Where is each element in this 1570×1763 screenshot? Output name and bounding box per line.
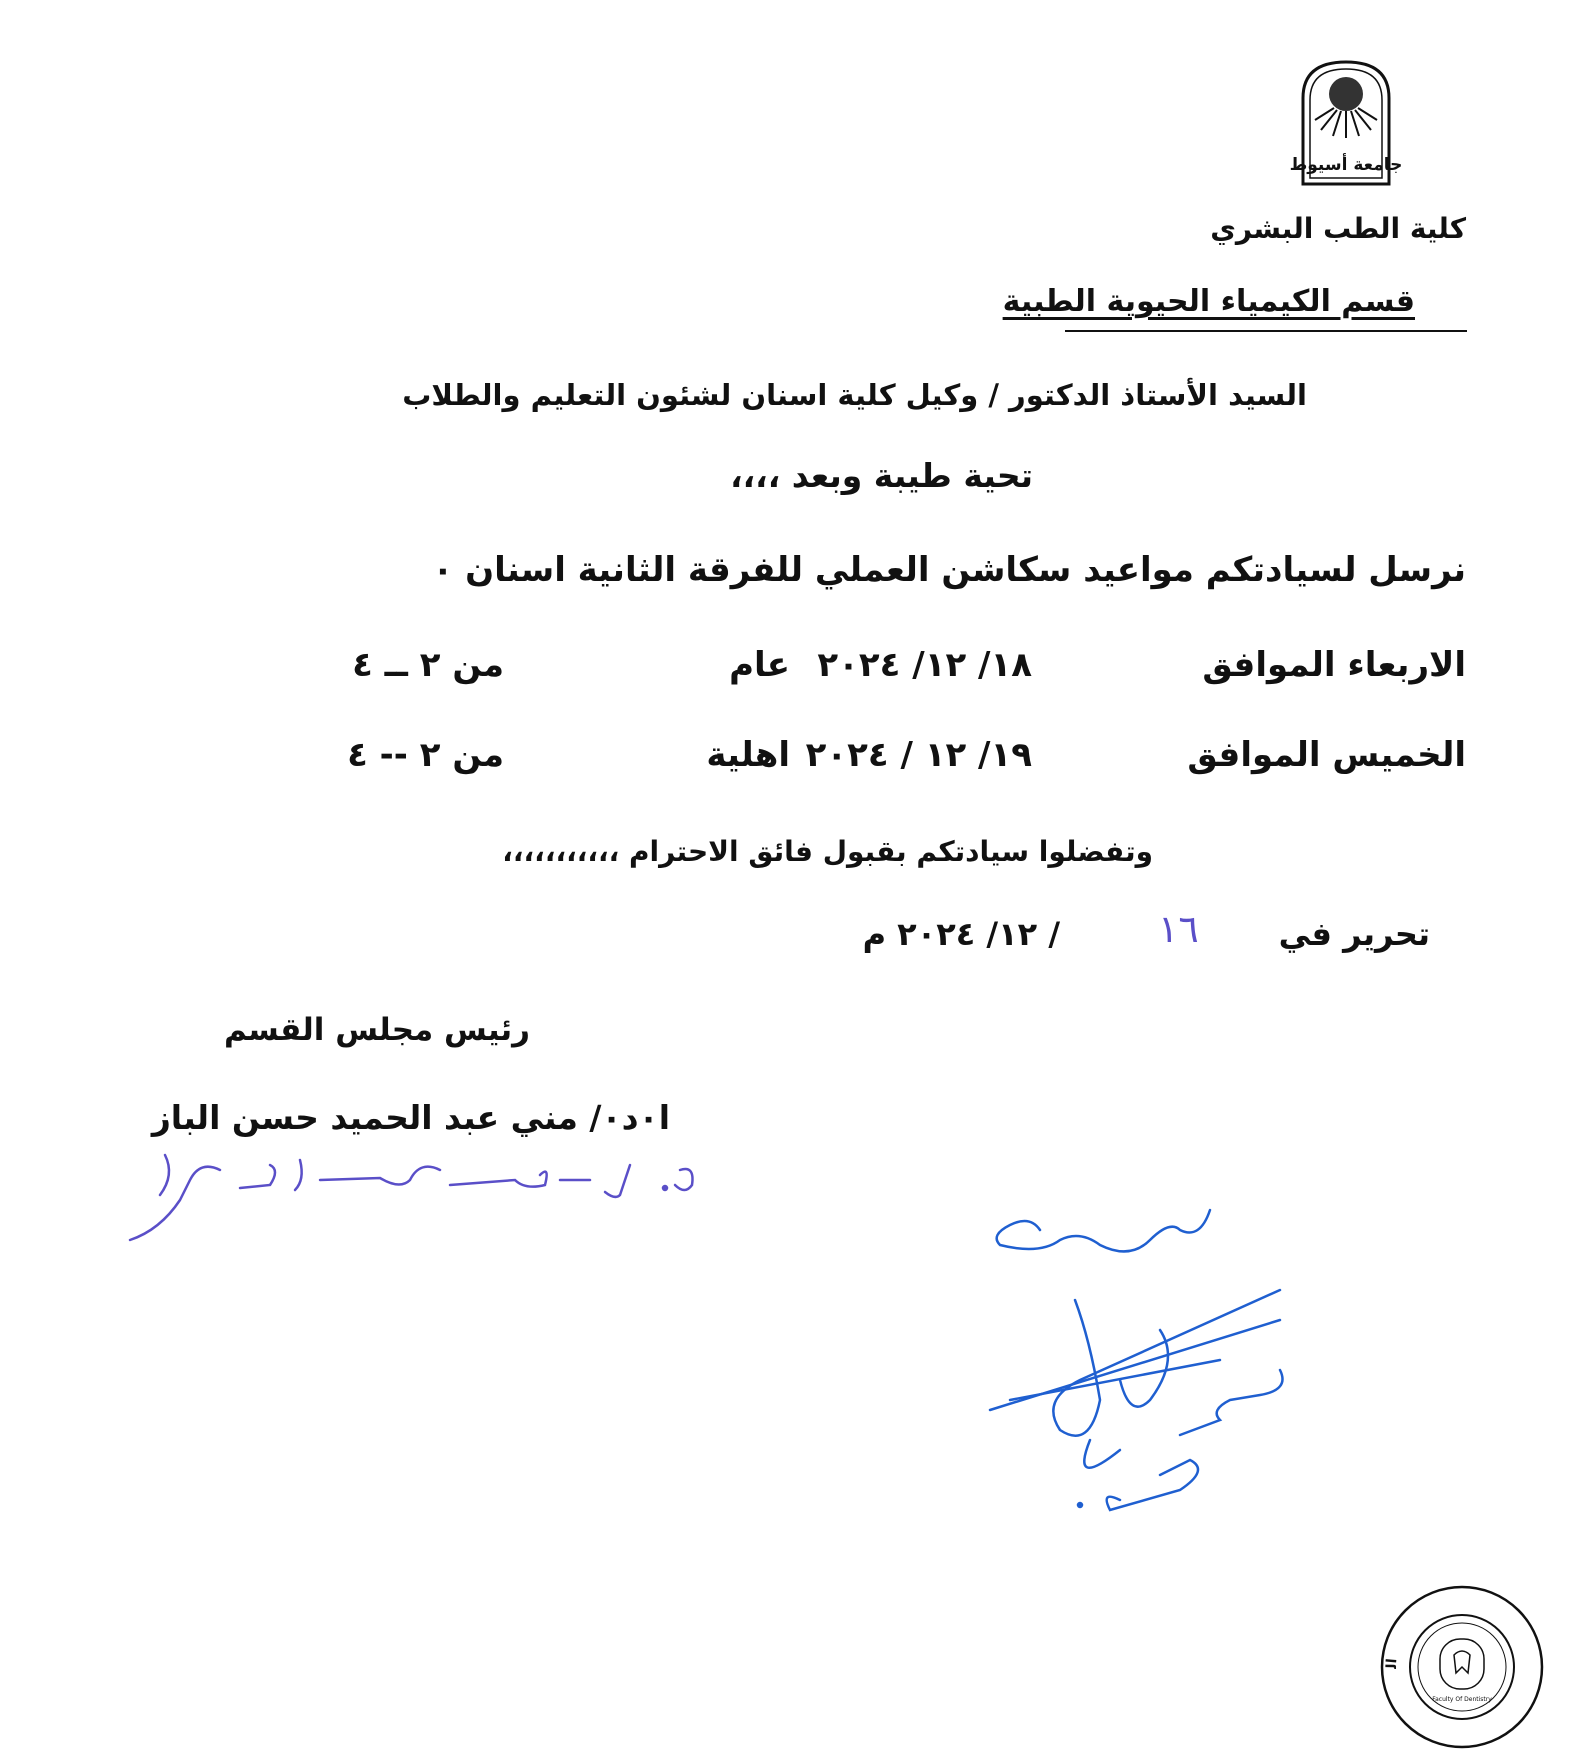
schedule-time: من ٢ -- ٤ [347, 735, 504, 775]
svg-text:Faculty Of Dentistry: Faculty Of Dentistry [1432, 1696, 1492, 1703]
letter-body: نرسل لسيادتكم مواعيد سكاشن العملي للفرقة الثانية اسنان ٠ [432, 550, 1466, 590]
schedule-day: الخميس الموافق [1187, 735, 1466, 775]
schedule-type: عام [729, 645, 790, 685]
svg-text:الصفحة الرسمية لكلية طب الأسنا: ال [1383, 1657, 1401, 1669]
addressee: السيد الأستاذ الدكتور / وكيل كلية اسنان لشئون التعليم والطلاب [402, 378, 1307, 412]
signatory-name: ا٠د٠/ مني عبد الحميد حسن الباز [151, 1098, 670, 1137]
issued-day-handwritten: ١٦ [1158, 907, 1199, 951]
schedule-day: الاربعاء الموافق [1202, 645, 1466, 685]
greeting: تحية طيبة وبعد ،،،، [730, 456, 1033, 495]
signature [980, 1200, 1320, 1540]
logo-text: جامعة أسيوط [1289, 155, 1403, 175]
faculty-name: كلية الطب البشري [1210, 212, 1466, 245]
issued-date: / ١٢/ ٢٠٢٤ م [862, 915, 1060, 953]
department-name: قسم الكيمياء الحيوية الطبية [1002, 284, 1415, 319]
university-logo [1289, 58, 1403, 186]
department-underline [1065, 330, 1467, 332]
closing-line: وتفضلوا سيادتكم بقبول فائق الاحترام ،،،،،،،،،،، [502, 835, 1153, 868]
schedule-date: ١٨/ ١٢/ ٢٠٢٤ [817, 645, 1032, 685]
issued-label: تحرير في [1278, 915, 1430, 953]
schedule-time: من ٢ ــ ٤ [352, 645, 504, 685]
schedule-type: اهلية [706, 735, 790, 775]
signatory-title: رئيس مجلس القسم [224, 1012, 530, 1048]
official-stamp [1378, 1583, 1546, 1751]
handwritten-name [120, 1140, 710, 1250]
schedule-date: ١٩/ ١٢ / ٢٠٢٤ [805, 735, 1032, 775]
